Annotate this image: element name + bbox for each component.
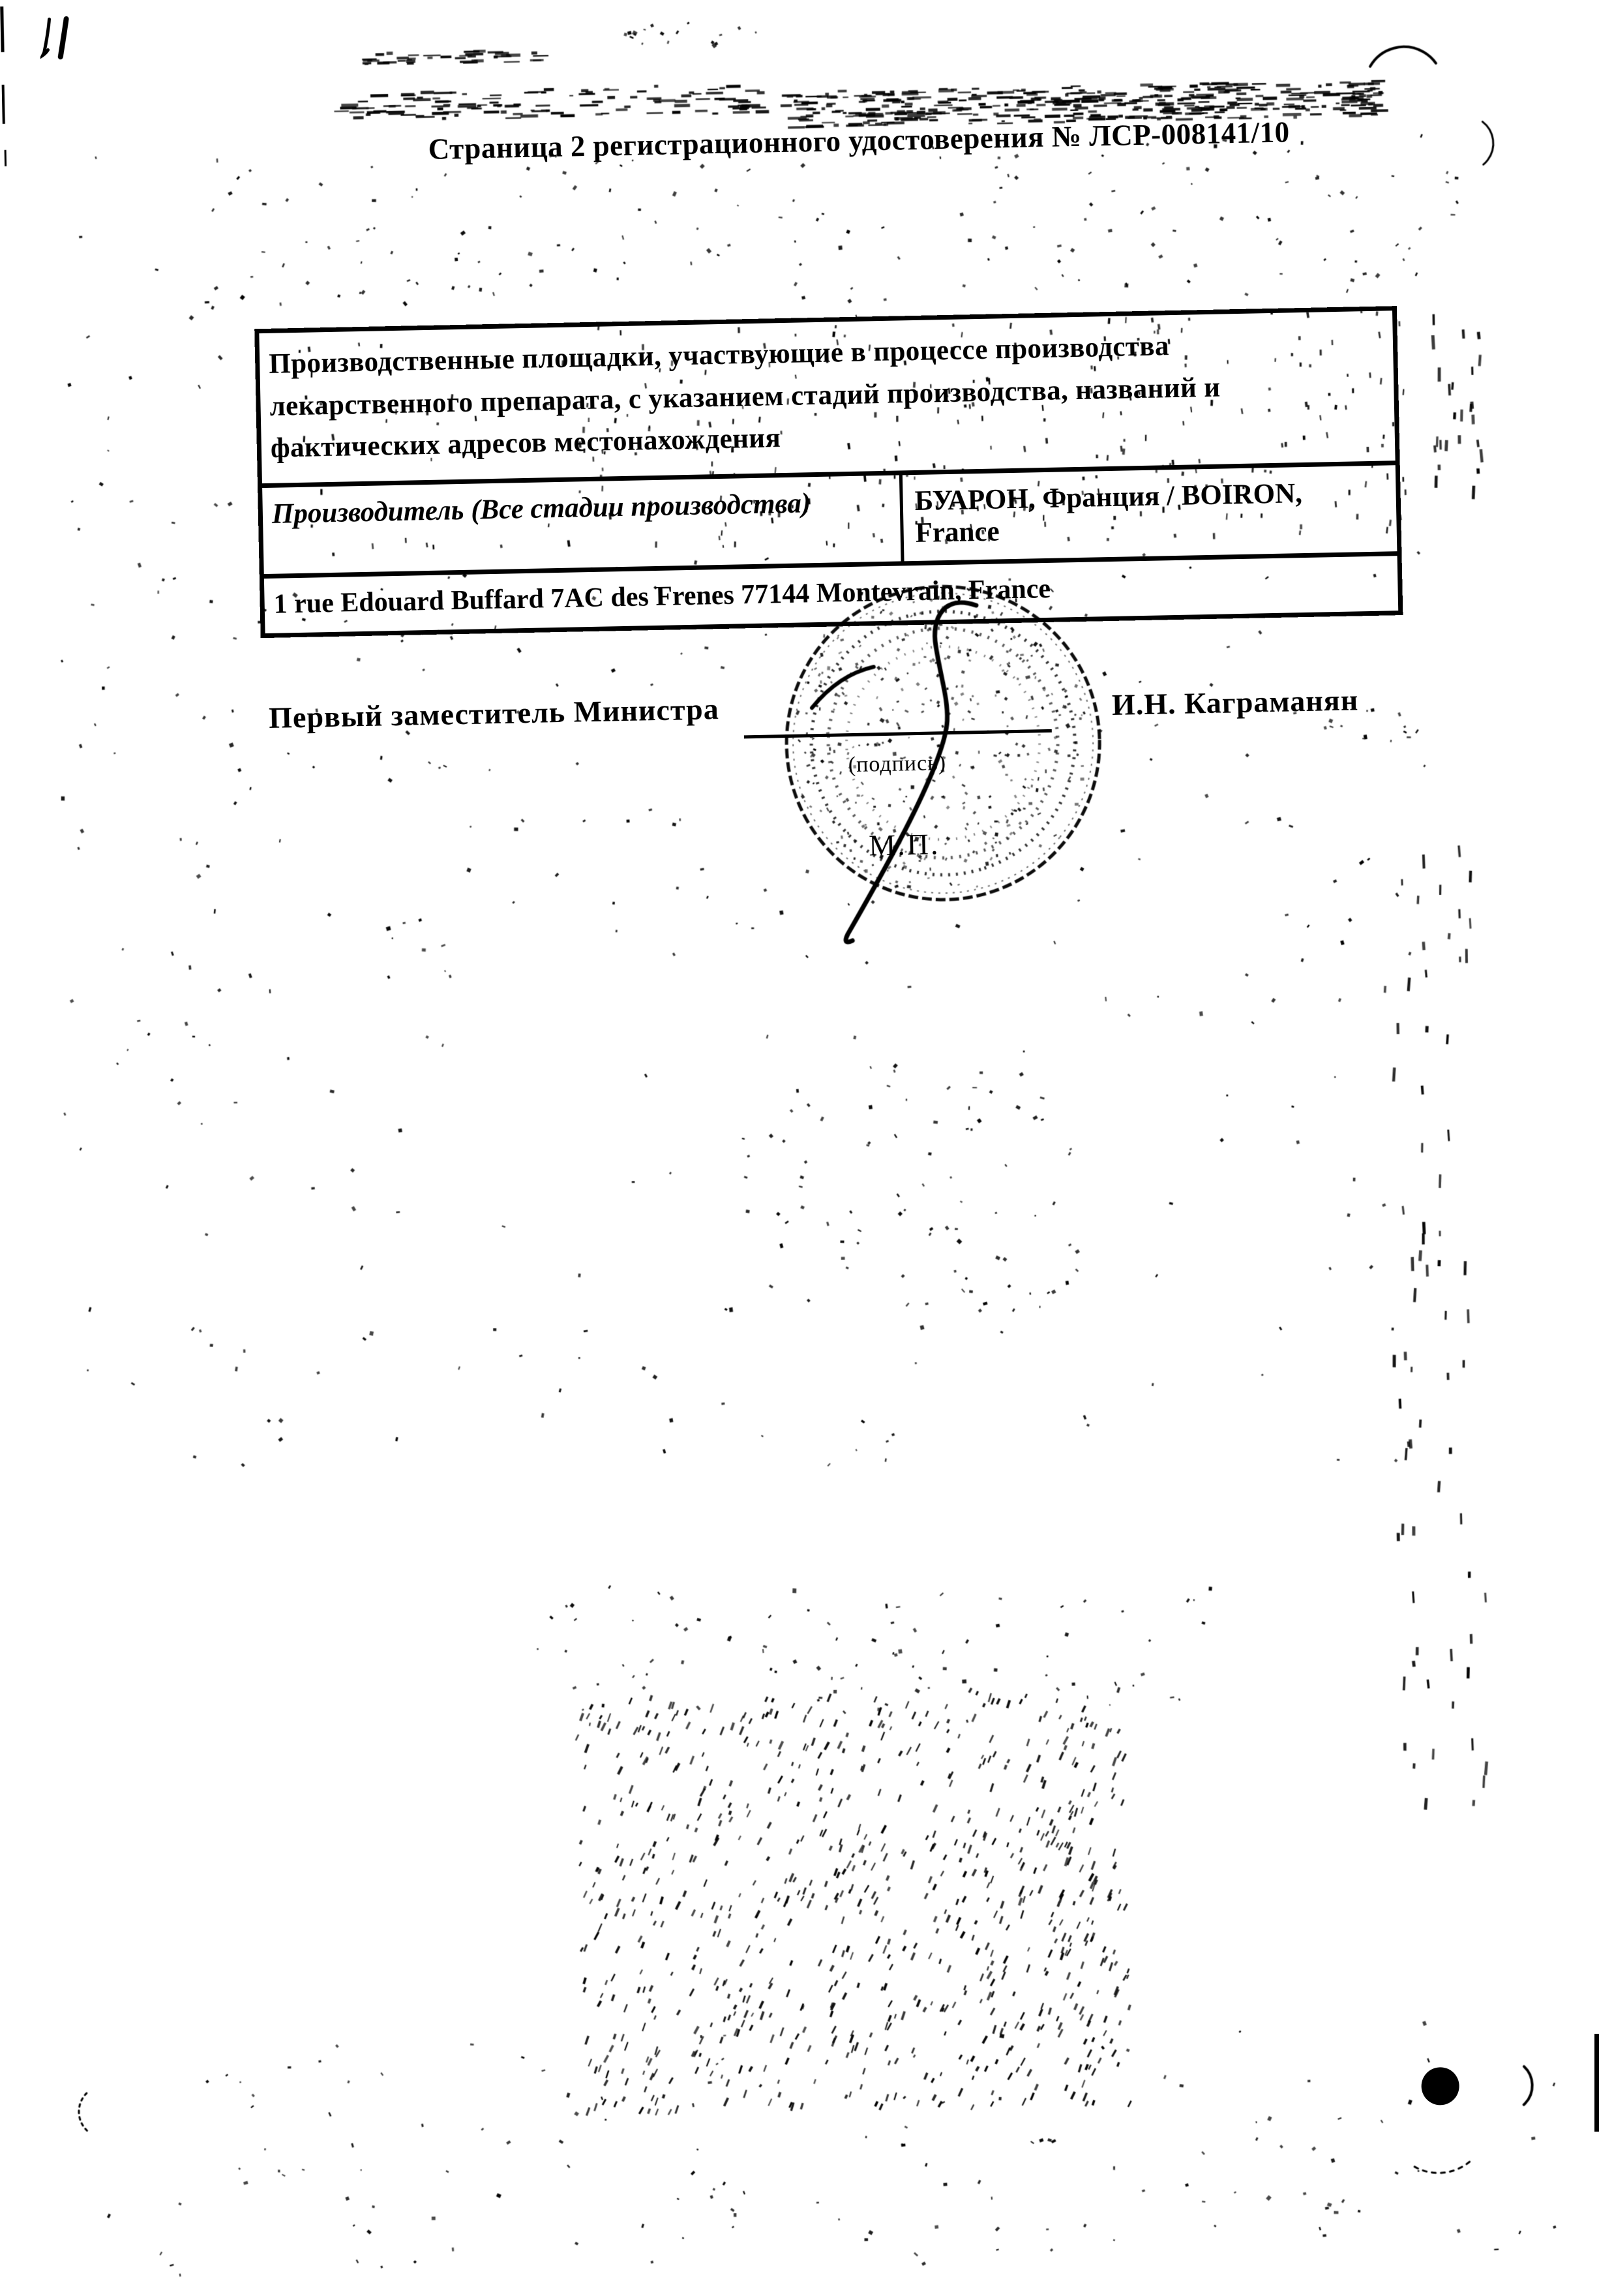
producer-label-cell: Производитель (Все стадии производства) — [262, 475, 904, 574]
table-header-cell: Производственные площадки, участвующие в процессе производства лекарственного препарата, с указанием стадий производства, названий и фактических адресов местонахождения — [268, 331, 1221, 464]
signature-caption: (подпись) — [848, 751, 947, 778]
handwritten-mark-icon — [39, 14, 74, 62]
producer-address-cell: 1 rue Edouard Buffard 7AC des Frenes 77144 Montevrain, France — [264, 551, 1398, 633]
producer-value-cell: БУАРОН, Франция / BOIRON, France — [914, 477, 1303, 549]
signatory-name: И.Н. Каграманян — [1111, 683, 1359, 721]
scan-edge-artifact — [1594, 2034, 1599, 2132]
signatory-title: Первый заместитель Министра — [268, 692, 720, 734]
production-sites-table — [254, 306, 1403, 638]
seal-place-caption: М.П. — [868, 827, 940, 862]
page-header: Страница 2 регистрационного удостоверения № ЛСР-008141/10 — [428, 115, 1291, 166]
